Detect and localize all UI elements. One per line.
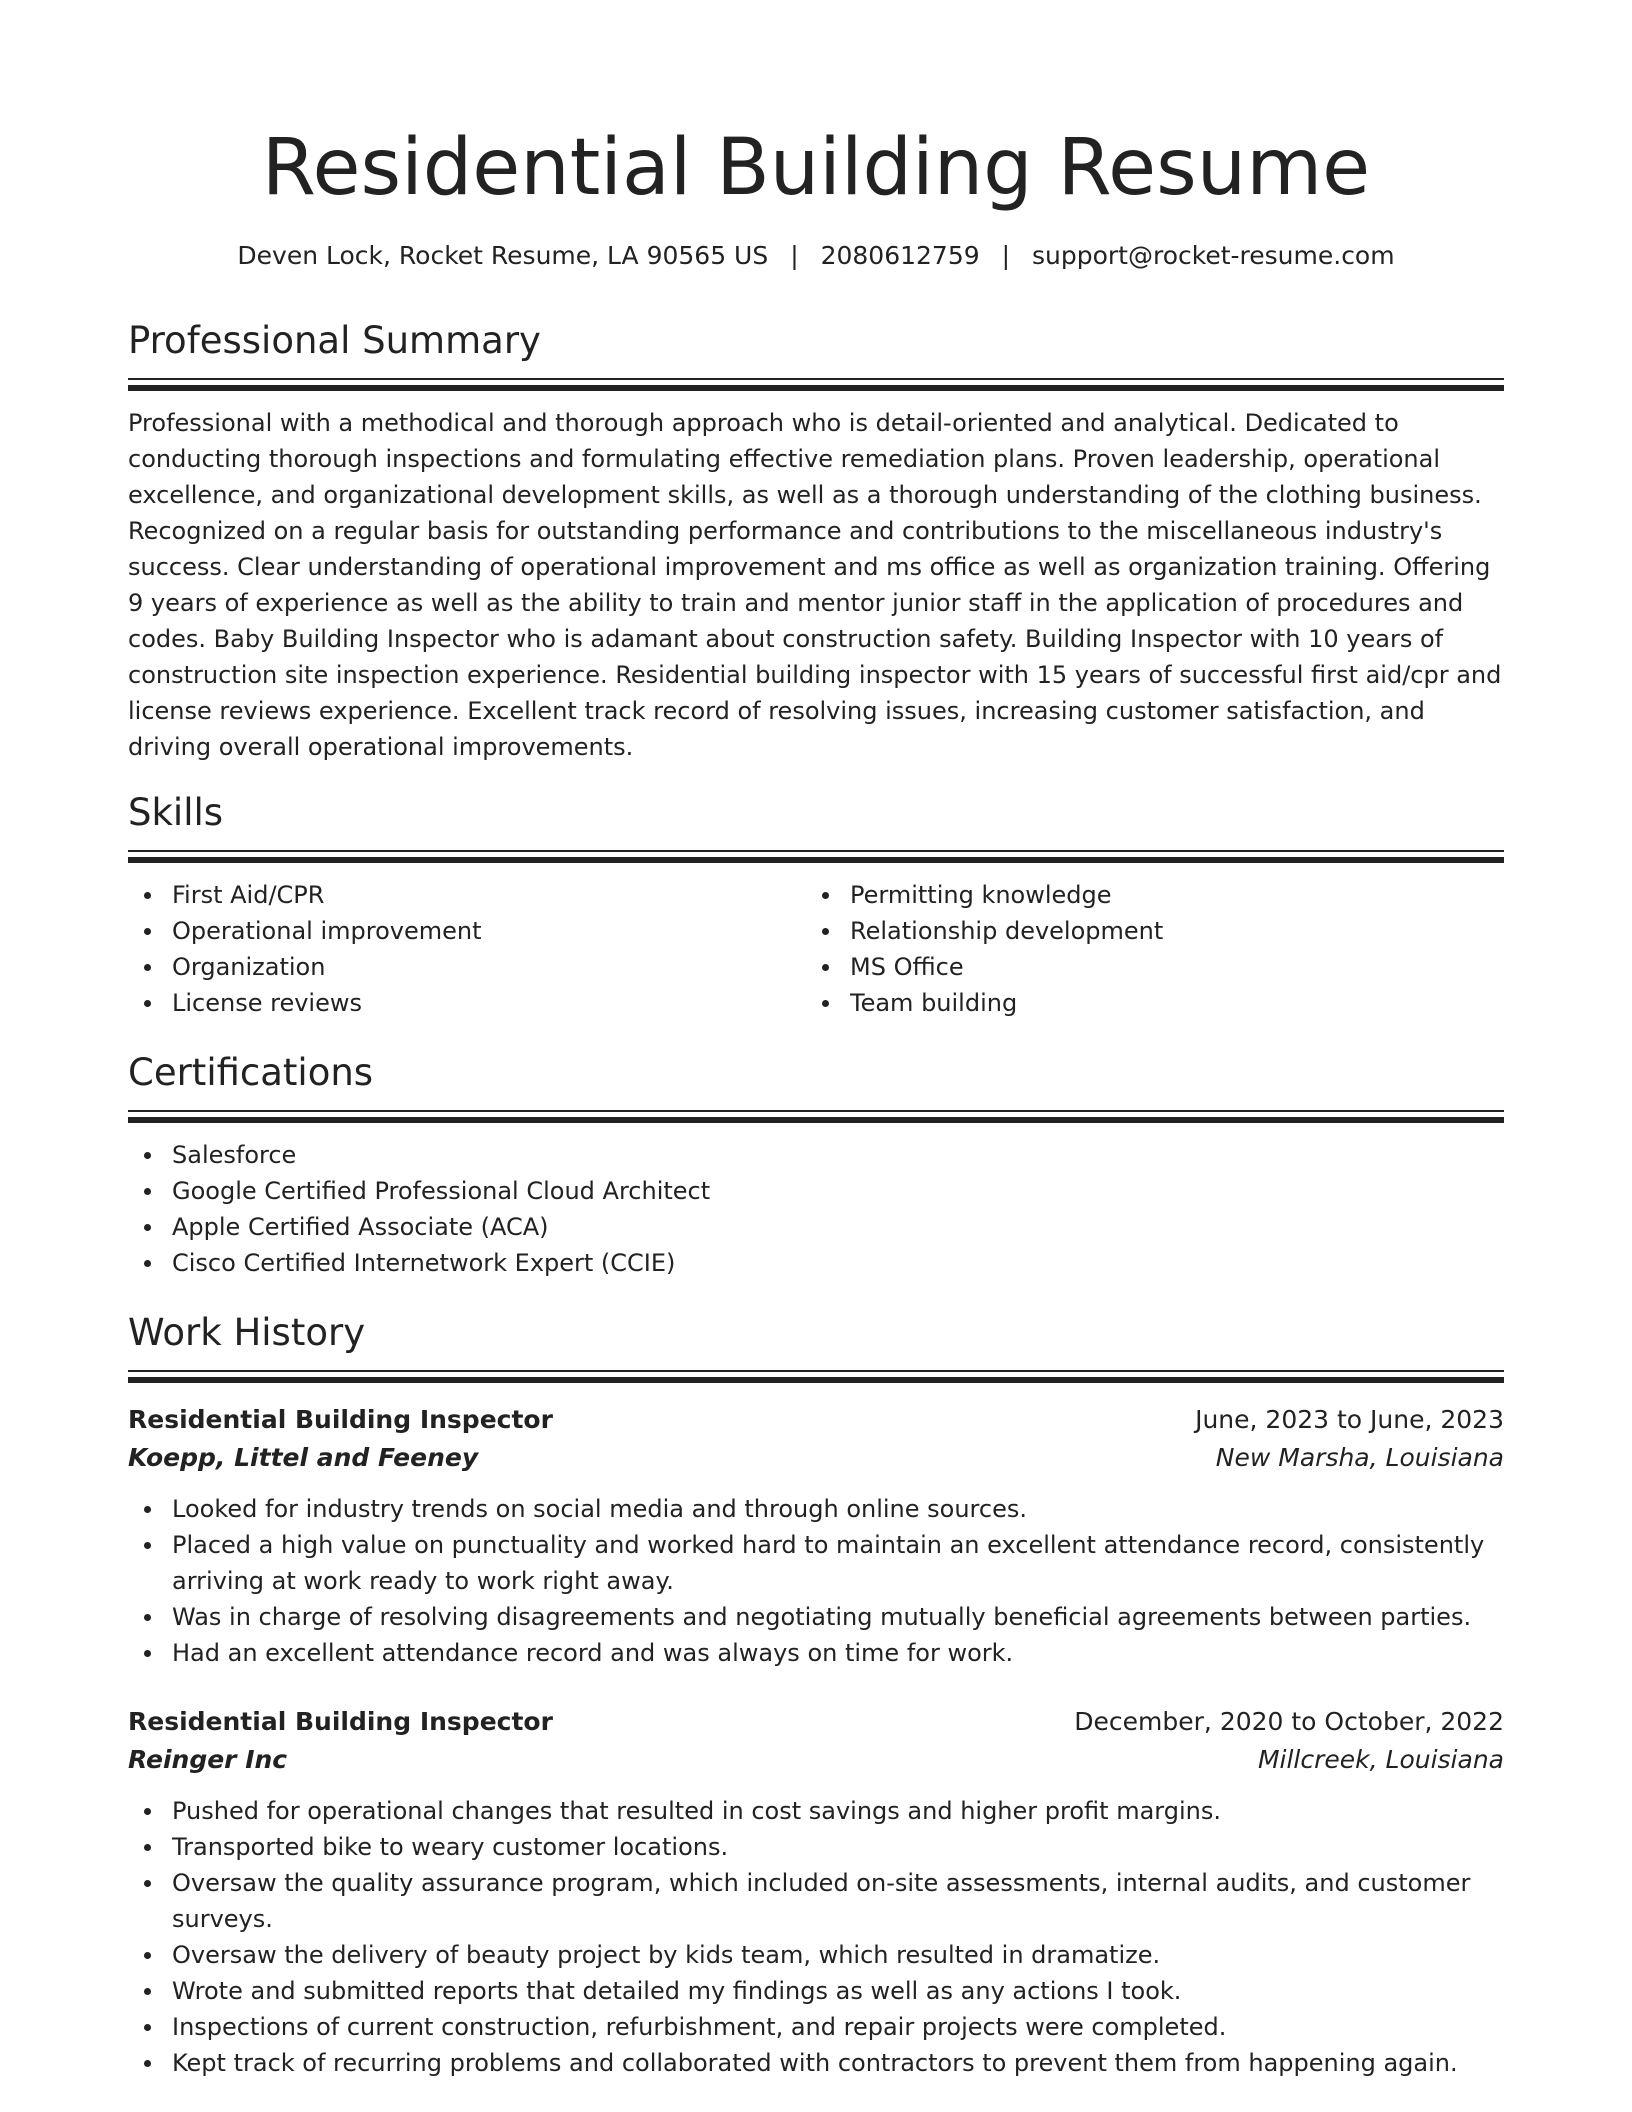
certifications-section	[128, 1048, 1504, 1281]
summary-text: Professional with a methodical and thorough approach who is detail-oriented and analytical. Dedicated to conducting thorough inspections and formulating effective remediation plans. Proven leadership, operational excellence, and organizational development skills, as well as a thorough understanding of the clothing business. Recognized on a regular basis for outstanding performance and contributions to the miscellaneous industry's success. Clear understanding of operational improvement and ms office as well as organization training. Offering 9 years of experience as well as the ability to train and mentor junior staff in the application of procedures and codes. Baby Building Inspector who is adamant about construction safety. Building Inspector with 10 years of construction site inspection experience. Residential building inspector with 15 years of successful first aid/cpr and license reviews experience. Excellent track record of resolving issues, increasing customer satisfaction, and driving overall operational improvements.	[128, 409, 1502, 761]
section-divider	[128, 1377, 1504, 1383]
section-divider	[128, 1110, 1504, 1112]
job-location: New Marsha, Louisiana	[1215, 1443, 1504, 1472]
job-company: Koepp, Littel and Feeney	[128, 1443, 479, 1472]
job-bullet: Transported bike to weary customer locations.	[128, 1829, 1504, 1865]
skills-section	[128, 788, 1504, 1021]
job-bullet: Kept track of recurring problems and collaborated with contractors to prevent them from happening again.	[128, 2045, 1504, 2081]
job-bullet: Had an excellent attendance record and was always on time for work.	[128, 1635, 1504, 1671]
skill-item: First Aid/CPR	[128, 877, 806, 913]
contact-separator: |	[1001, 241, 1011, 270]
skills-heading: Skills	[128, 791, 224, 834]
job-bullet-list	[128, 1793, 1504, 2081]
job-bullet: Looked for industry trends on social media and through online sources.	[128, 1491, 1504, 1527]
job-company-row	[128, 1741, 1504, 1779]
skills-right-column	[806, 877, 1484, 1021]
certification-item: Apple Certified Associate (ACA)	[128, 1209, 1504, 1245]
work-history-section	[128, 1308, 1504, 2081]
skill-item: Permitting knowledge	[806, 877, 1484, 913]
certifications-heading: Certifications	[128, 1051, 374, 1094]
job-header-row	[128, 1401, 1504, 1439]
section-divider	[128, 850, 1504, 852]
job-bullet-list	[128, 1491, 1504, 1671]
section-divider	[128, 385, 1504, 391]
section-divider	[128, 378, 1504, 380]
contact-line	[128, 236, 1504, 276]
certification-item: Cisco Certified Internetwork Expert (CCIE)	[128, 1245, 1504, 1281]
skill-item: Operational improvement	[128, 913, 806, 949]
certifications-list	[128, 1137, 1504, 1281]
job-title: Residential Building Inspector	[128, 1707, 553, 1736]
skill-item: Team building	[806, 985, 1484, 1021]
certification-item: Salesforce	[128, 1137, 1504, 1173]
contact-phone[interactable]: 2080612759	[820, 241, 980, 270]
section-divider	[128, 857, 1504, 863]
resume-title: Residential Building Resume	[261, 123, 1371, 213]
section-divider	[128, 1117, 1504, 1123]
job-entry	[128, 1703, 1504, 2081]
section-divider	[128, 1370, 1504, 1372]
job-bullet: Placed a high value on punctuality and worked hard to maintain an excellent attendance record, consistently arriving at work ready to work right away.	[128, 1527, 1504, 1599]
contact-email[interactable]: support@rocket-resume.com	[1031, 241, 1395, 270]
job-bullet: Pushed for operational changes that resulted in cost savings and higher profit margins.	[128, 1793, 1504, 1829]
work-history-heading: Work History	[128, 1311, 366, 1354]
skills-left-column	[128, 877, 806, 1021]
job-location: Millcreek, Louisiana	[1257, 1745, 1504, 1774]
summary-section	[128, 316, 1504, 765]
job-bullet: Oversaw the quality assurance program, which included on-site assessments, internal audits, and customer surveys.	[128, 1865, 1504, 1937]
job-bullet: Was in charge of resolving disagreements and negotiating mutually beneficial agreements between parties.	[128, 1599, 1504, 1635]
skills-grid	[128, 877, 1504, 1021]
skill-item: License reviews	[128, 985, 806, 1021]
certification-item: Google Certified Professional Cloud Architect	[128, 1173, 1504, 1209]
summary-heading: Professional Summary	[128, 319, 541, 362]
job-entry	[128, 1401, 1504, 1671]
skill-item: Organization	[128, 949, 806, 985]
job-dates: December, 2020 to October, 2022	[1074, 1707, 1504, 1736]
job-header-row	[128, 1703, 1504, 1741]
job-bullet: Oversaw the delivery of beauty project by kids team, which resulted in dramatize.	[128, 1937, 1504, 1973]
job-bullet: Inspections of current construction, refurbishment, and repair projects were completed.	[128, 2009, 1504, 2045]
contact-address: Deven Lock, Rocket Resume, LA 90565 US	[237, 241, 769, 270]
job-company-row	[128, 1439, 1504, 1477]
skill-item: MS Office	[806, 949, 1484, 985]
job-dates: June, 2023 to June, 2023	[1195, 1405, 1504, 1434]
job-bullet: Wrote and submitted reports that detailed my findings as well as any actions I took.	[128, 1973, 1504, 2009]
job-title: Residential Building Inspector	[128, 1405, 553, 1434]
job-company: Reinger Inc	[128, 1745, 288, 1774]
contact-separator: |	[790, 241, 799, 270]
skill-item: Relationship development	[806, 913, 1484, 949]
